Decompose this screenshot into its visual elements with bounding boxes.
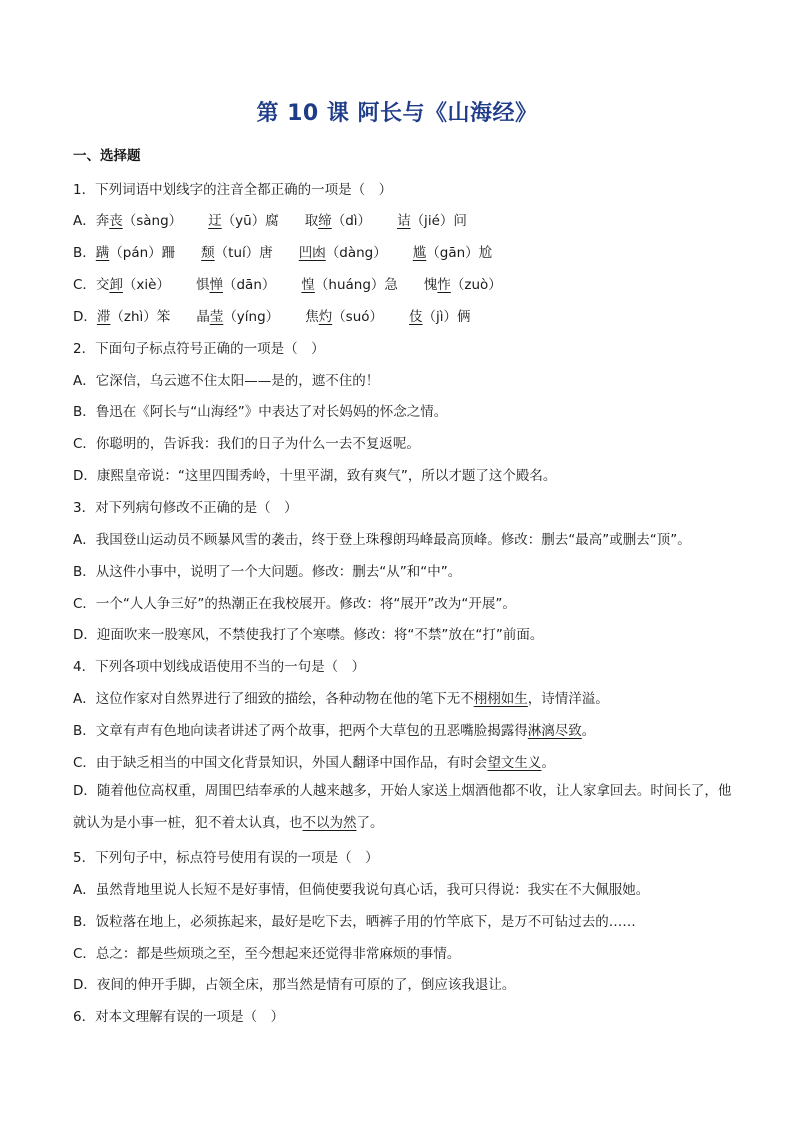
question-4-option-b	[73, 719, 595, 739]
pinyin: （gān）尬	[426, 245, 493, 261]
option-text: A．奔	[73, 213, 110, 229]
question-2-stem: 2．下面句子标点符号正确的一项是（ ）	[73, 341, 325, 357]
underlined-idiom: 望文生义	[487, 755, 542, 771]
question-2-option-d: D．康熙皇帝说：“这里四围秀岭，十里平湖，致有爽气”，所以才题了这个殿名。	[73, 468, 557, 484]
question-5-option-d: D．夜间的伸开手脚，占领全床，那当然是情有可原的了，倒应该我退让。	[73, 977, 516, 993]
pinyin: （xiè）	[122, 277, 170, 293]
underlined-char: 凹凼	[298, 245, 326, 261]
option-text: B．文章有声有色地向读者讲述了两个故事，把两个大草包的丑恶嘴脸揭露得	[73, 723, 528, 739]
pinyin: （zuò）	[450, 277, 502, 293]
pinyin: （zhì）笨	[110, 309, 171, 325]
underlined-char: 灼	[318, 309, 333, 325]
question-3-option-c: C．一个“人人争三好”的热潮正在我校展开。修改：将“展开”改为“开展”。	[73, 596, 516, 612]
underlined-char: 迂	[208, 213, 222, 229]
question-1-option-b	[73, 241, 492, 261]
question-3-option-d: D．迎面吹来一股寒风，不禁使我打了个寒噤。修改：将“不禁”放在“打”前面。	[73, 627, 544, 643]
pinyin: （pán）跚	[109, 245, 176, 261]
underlined-char: 怍	[437, 277, 451, 293]
option-text: 取	[304, 213, 319, 229]
underlined-char: 惮	[209, 277, 223, 293]
option-text: C．交	[73, 277, 110, 293]
pinyin: （dān）	[222, 277, 276, 293]
underlined-idiom: 淋漓尽致	[527, 723, 582, 739]
question-2-option-b: B．鲁迅在《阿长与“山海经”》中表达了对长妈妈的怀念之情。	[73, 404, 448, 420]
underlined-char: 卸	[109, 277, 123, 293]
underlined-char: 丧	[109, 213, 123, 229]
underlined-char: 颓	[201, 245, 215, 261]
option-text: 了。	[356, 815, 384, 831]
question-2-option-c: C．你聪明的，告诉我：我们的日子为什么一去不复返呢。	[73, 436, 420, 452]
underlined-char: 尴	[412, 245, 427, 261]
pinyin: （jì）俩	[422, 309, 471, 325]
question-1-option-d	[73, 305, 471, 325]
question-1-stem: 1．下列词语中划线字的注音全都正确的一项是（ ）	[73, 182, 393, 198]
question-2-option-a: A．它深信，乌云遮不住太阳——是的，遮不住的！	[73, 373, 380, 389]
question-4-option-d	[73, 775, 733, 839]
pinyin: （dàng）	[325, 245, 387, 261]
question-4-stem: 4．下列各项中划线成语使用不当的一句是（ ）	[73, 659, 366, 675]
option-text: D．	[73, 309, 97, 325]
option-text: 焦	[305, 309, 319, 325]
question-3-stem: 3．对下列病句修改不正确的是（ ）	[73, 500, 298, 516]
pinyin: （yíng）	[223, 309, 280, 325]
underlined-idiom: 栩栩如生	[473, 691, 528, 707]
option-text: ，诗情洋溢。	[527, 691, 609, 707]
pinyin: （yū）腐	[221, 213, 279, 229]
pinyin: （suó）	[332, 309, 384, 325]
option-text: 愧	[423, 277, 438, 293]
question-5-stem: 5．下列句子中，标点符号使用有误的一项是（ ）	[73, 850, 379, 866]
underlined-char: 缔	[318, 213, 332, 229]
question-1-option-c	[73, 273, 502, 293]
pinyin: （jié）问	[410, 213, 467, 229]
question-5-option-b: B．饭粒落在地上，必须拣起来，最好是吃下去，晒裤子用的竹竿底下，是万不可钻过去的……	[73, 914, 636, 930]
pinyin: （dì）	[331, 213, 372, 229]
pinyin: （huáng）急	[314, 277, 398, 293]
option-text: 晶	[196, 309, 210, 325]
option-text: D．随着他位高权重，周围巴结奉承的人越来越多，开始人家送上烟酒他都不收，让人家拿回去。时间长了，他就认为是小事一桩，犯不着太认真，也	[73, 783, 732, 831]
question-4-option-a	[73, 687, 609, 707]
option-text: 。	[541, 755, 555, 771]
page-title: 第 10 课 阿长与《山海经》	[256, 101, 538, 126]
option-text: A．这位作家对自然界进行了细致的描绘，各种动物在他的笔下无不	[73, 691, 474, 707]
question-3-option-b: B．从这件小事中，说明了一个大问题。修改：删去“从”和“中”。	[73, 564, 462, 580]
underlined-char: 诘	[397, 213, 411, 229]
pinyin: （tuí）唐	[214, 245, 273, 261]
underlined-char: 惶	[301, 277, 315, 293]
pinyin: （sàng）	[122, 213, 183, 229]
underlined-char: 莹	[209, 309, 224, 325]
question-4-option-c	[73, 751, 555, 771]
section-heading: 一、选择题	[73, 148, 141, 164]
underlined-idiom: 不以为然	[302, 815, 357, 831]
underlined-char: 伎	[409, 309, 423, 325]
question-6-stem: 6．对本文理解有误的一项是（ ）	[73, 1009, 285, 1025]
option-text: C．由于缺乏相当的中国文化背景知识，外国人翻译中国作品，有时会	[73, 755, 488, 771]
question-5-option-a: A．虽然背地里说人长短不是好事情，但倘使要我说句真心话，我可只得说：我实在不大佩服她。	[73, 882, 650, 898]
question-5-option-c: C．总之：都是些烦琐之至，至今想起来还觉得非常麻烦的事情。	[73, 946, 461, 962]
underlined-char: 蹒	[95, 245, 110, 261]
question-3-option-a: A．我国登山运动员不顾暴风雪的袭击，终于登上珠穆朗玛峰最高顶峰。修改：删去“最高”或删去“顶”。	[73, 532, 691, 548]
option-text: 惧	[195, 277, 210, 293]
option-text: 。	[581, 723, 596, 739]
option-text: B．	[73, 245, 96, 261]
underlined-char: 滞	[96, 309, 111, 325]
question-1-option-a	[73, 209, 467, 229]
